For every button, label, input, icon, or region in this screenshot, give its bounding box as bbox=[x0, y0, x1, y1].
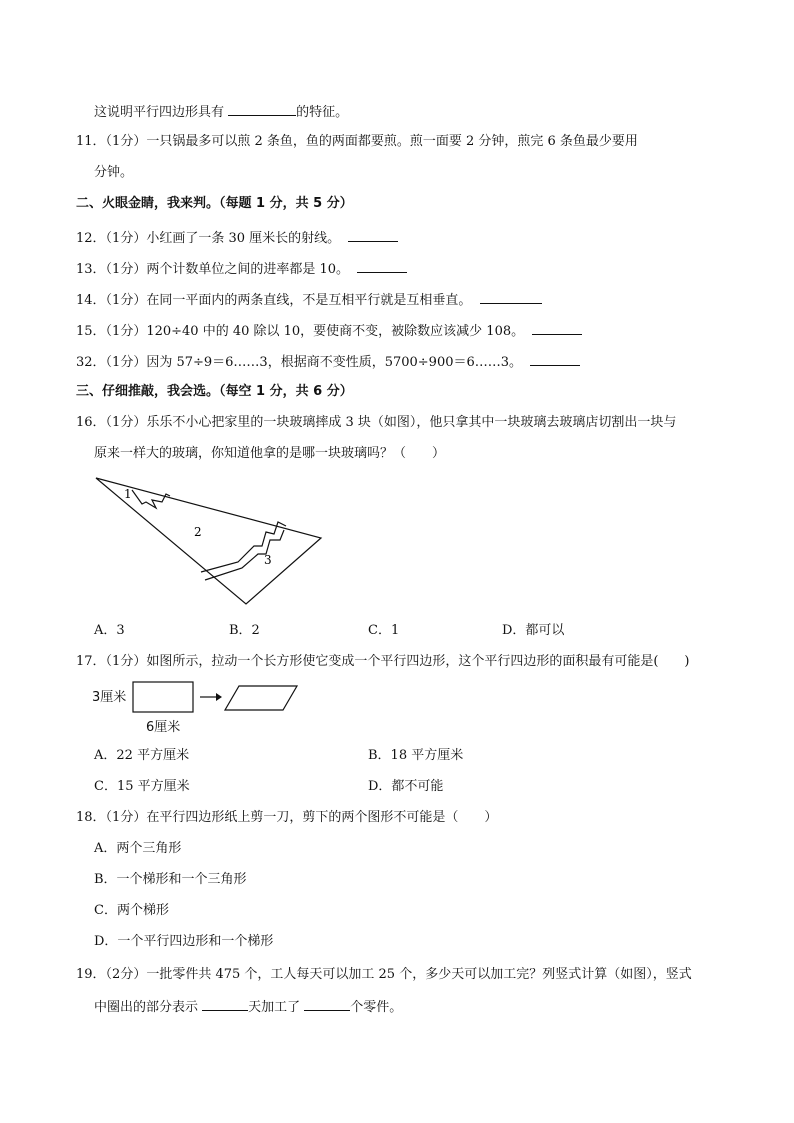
q16-option-c[interactable]: C．1 bbox=[368, 623, 400, 638]
rectangle-shape bbox=[133, 682, 193, 712]
q32-text: 32．（1分）因为 57÷9＝6……3，根据商不变性质，5700÷900＝6……3。 bbox=[76, 355, 523, 370]
section2-title: 二、火眼金睛，我来判。（每题 1 分，共 5 分） bbox=[76, 196, 353, 211]
q16-line2: 原来一样大的玻璃，你知道他拿的是哪一块玻璃吗？（ ） bbox=[94, 446, 446, 461]
q12-answer-blank[interactable] bbox=[348, 228, 398, 242]
q17-option-b[interactable]: B．18 平方厘米 bbox=[368, 748, 464, 763]
q17-option-a[interactable]: A．22 平方厘米 bbox=[94, 748, 190, 763]
crack-line-2 bbox=[201, 522, 286, 572]
q15-answer-blank[interactable] bbox=[532, 321, 582, 335]
q10-text-before: 这说明平行四边形具有 bbox=[94, 105, 229, 120]
q16-option-d[interactable]: D．都可以 bbox=[502, 623, 565, 638]
q19-line1: 19．（2分）一批零件共 475 个，工人每天可以加工 25 个，多少天可以加工完？列竖式计算（如图），竖式 bbox=[76, 967, 692, 982]
q18-option-b[interactable]: B．一个梯形和一个三角形 bbox=[94, 872, 247, 887]
q14-text: 14．（1分）在同一平面内的两条直线，不是互相平行就是互相垂直。 bbox=[76, 293, 472, 308]
q10-text-after: 的特征。 bbox=[296, 105, 349, 120]
rect-height-label: 3厘米 bbox=[92, 690, 127, 705]
q19-days-blank[interactable] bbox=[202, 997, 248, 1011]
q19-text-a: 中圈出的部分表示 bbox=[94, 1000, 203, 1015]
q18-line1: 18．（1分）在平行四边形纸上剪一刀，剪下的两个图形不可能是（ ） bbox=[76, 810, 498, 825]
piece-label-3: 3 bbox=[264, 553, 272, 567]
q13-text: 13．（1分）两个计数单位之间的进率都是 10。 bbox=[76, 262, 349, 277]
q17-line1: 17．（1分）如图所示，拉动一个长方形使它变成一个平行四边形，这个平行四边形的面积最有可能是( ) bbox=[76, 654, 690, 669]
q10-continuation bbox=[94, 102, 348, 122]
rectangle-to-parallelogram-figure bbox=[132, 680, 302, 716]
q18-option-c[interactable]: C．两个梯形 bbox=[94, 903, 169, 918]
q17-option-d[interactable]: D．都不可能 bbox=[368, 779, 444, 794]
q17-option-c[interactable]: C．15 平方厘米 bbox=[94, 779, 190, 794]
q11-line2: 分钟。 bbox=[94, 165, 134, 180]
q14 bbox=[76, 290, 542, 310]
q16-option-a[interactable]: A．3 bbox=[94, 623, 125, 638]
parallelogram-shape bbox=[225, 686, 297, 710]
q32 bbox=[76, 352, 580, 372]
q11-line1: 11．（1分）一只锅最多可以煎 2 条鱼，鱼的两面都要煎。煎一面要 2 分钟，煎完 6 条鱼最少要用 bbox=[76, 134, 638, 149]
q12 bbox=[76, 228, 398, 248]
arrow-head bbox=[216, 693, 222, 701]
q15 bbox=[76, 321, 582, 341]
section3-title: 三、仔细推敲，我会选。（每空 1 分，共 6 分） bbox=[76, 384, 353, 399]
q12-text: 12．（1分）小红画了一条 30 厘米长的射线。 bbox=[76, 231, 341, 246]
piece-label-2: 2 bbox=[194, 525, 202, 539]
q13-answer-blank[interactable] bbox=[357, 259, 407, 273]
q18-option-d[interactable]: D．一个平行四边形和一个梯形 bbox=[94, 934, 274, 949]
rect-width-label: 6厘米 bbox=[146, 720, 181, 735]
broken-glass-figure bbox=[90, 472, 330, 612]
q19-text-c: 个零件。 bbox=[350, 1000, 403, 1015]
q15-text: 15．（1分）120÷40 中的 40 除以 10，要使商不变，被除数应该减少 108。 bbox=[76, 324, 525, 339]
q19-parts-blank[interactable] bbox=[304, 997, 350, 1011]
q19-line2 bbox=[94, 997, 402, 1017]
q13 bbox=[76, 259, 407, 279]
q19-text-b: 天加工了 bbox=[248, 1000, 305, 1015]
q32-answer-blank[interactable] bbox=[530, 352, 580, 366]
q10-answer-blank[interactable] bbox=[228, 102, 296, 116]
q14-answer-blank[interactable] bbox=[480, 290, 542, 304]
q16-option-b[interactable]: B．2 bbox=[229, 623, 260, 638]
q18-option-a[interactable]: A．两个三角形 bbox=[94, 841, 182, 856]
q16-line1: 16．（1分）乐乐不小心把家里的一块玻璃摔成 3 块（如图），他只拿其中一块玻璃去玻璃店切割出一块与 bbox=[76, 415, 677, 430]
piece-label-1: 1 bbox=[124, 487, 132, 501]
